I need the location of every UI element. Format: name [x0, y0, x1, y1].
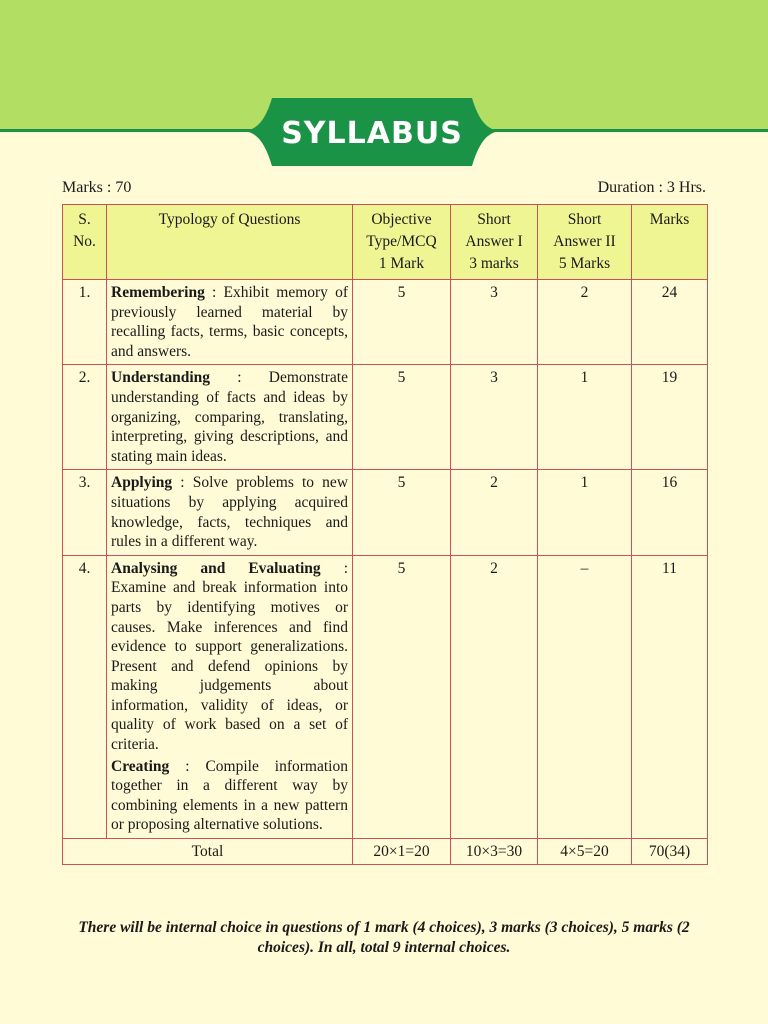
row-number: 4.: [63, 555, 107, 838]
internal-choice-note: There will be internal choice in questions of 1 mark (4 choices), 3 marks (3 choices), 5 marks (2 choices). In all, total 9 internal choices.: [78, 919, 690, 956]
page-title: SYLLABUS: [281, 116, 463, 151]
header-typology: Typology of Questions: [107, 205, 353, 280]
row-marks: 19: [632, 365, 708, 470]
short-answer-2-count: 1: [538, 470, 632, 555]
short-answer-1-count: 3: [451, 280, 538, 365]
short-answer-1-count: 3: [451, 365, 538, 470]
total-short-answer-2: 4×5=20: [538, 839, 632, 865]
short-answer-1-count: 2: [451, 470, 538, 555]
question-typology: Remembering : Exhibit memory of previously learned material by recalling facts, terms, basic concepts, and answers.: [107, 280, 353, 365]
table-row: [63, 365, 708, 470]
total-short-answer-1: 10×3=30: [451, 839, 538, 865]
table-header-row: [63, 205, 708, 280]
row-number: 2.: [63, 365, 107, 470]
duration-label: Duration : 3 Hrs.: [597, 179, 706, 196]
objective-count: 5: [353, 365, 451, 470]
table-row: [63, 280, 708, 365]
syllabus-table: [62, 204, 708, 865]
table-row: [63, 470, 708, 555]
total-marks: 70(34): [632, 839, 708, 865]
question-typology: Understanding : Demonstrate understanding of facts and ideas by organizing, comparing, translating, interpreting, giving descriptions, and stating main ideas.: [107, 365, 353, 470]
header-sno: S. No.: [63, 205, 107, 280]
header-marks: Marks: [632, 205, 708, 280]
short-answer-2-count: 1: [538, 365, 632, 470]
total-row: [63, 839, 708, 865]
table-row: [63, 555, 708, 838]
objective-count: 5: [353, 470, 451, 555]
short-answer-2-count: –: [538, 555, 632, 838]
total-objective: 20×1=20: [353, 839, 451, 865]
row-number: 1.: [63, 280, 107, 365]
objective-count: 5: [353, 555, 451, 838]
question-typology: Applying : Solve problems to new situations by applying acquired knowledge, facts, techniques and rules in a different way.: [107, 470, 353, 555]
objective-count: 5: [353, 280, 451, 365]
row-marks: 24: [632, 280, 708, 365]
header-short-answer-2: Short Answer II 5 Marks: [538, 205, 632, 280]
header-short-answer-1: Short Answer I 3 marks: [451, 205, 538, 280]
row-marks: 16: [632, 470, 708, 555]
row-number: 3.: [63, 470, 107, 555]
row-marks: 11: [632, 555, 708, 838]
marks-label: Marks : 70: [62, 179, 132, 196]
total-label: Total: [63, 839, 353, 865]
short-answer-2-count: 2: [538, 280, 632, 365]
short-answer-1-count: 2: [451, 555, 538, 838]
header-objective: Objective Type/MCQ 1 Mark: [353, 205, 451, 280]
question-typology: Analysing and Evaluating : Examine and break information into parts by identifying motives or causes. Make inferences and find evidence to support generalizations. Present and defend opinions by making judgements about information, validity of ideas, or quality of work based on a set of criteria. Creating : Compile information together in a different way by combining elements in a new pattern or proposing alternative solutions.: [107, 555, 353, 838]
